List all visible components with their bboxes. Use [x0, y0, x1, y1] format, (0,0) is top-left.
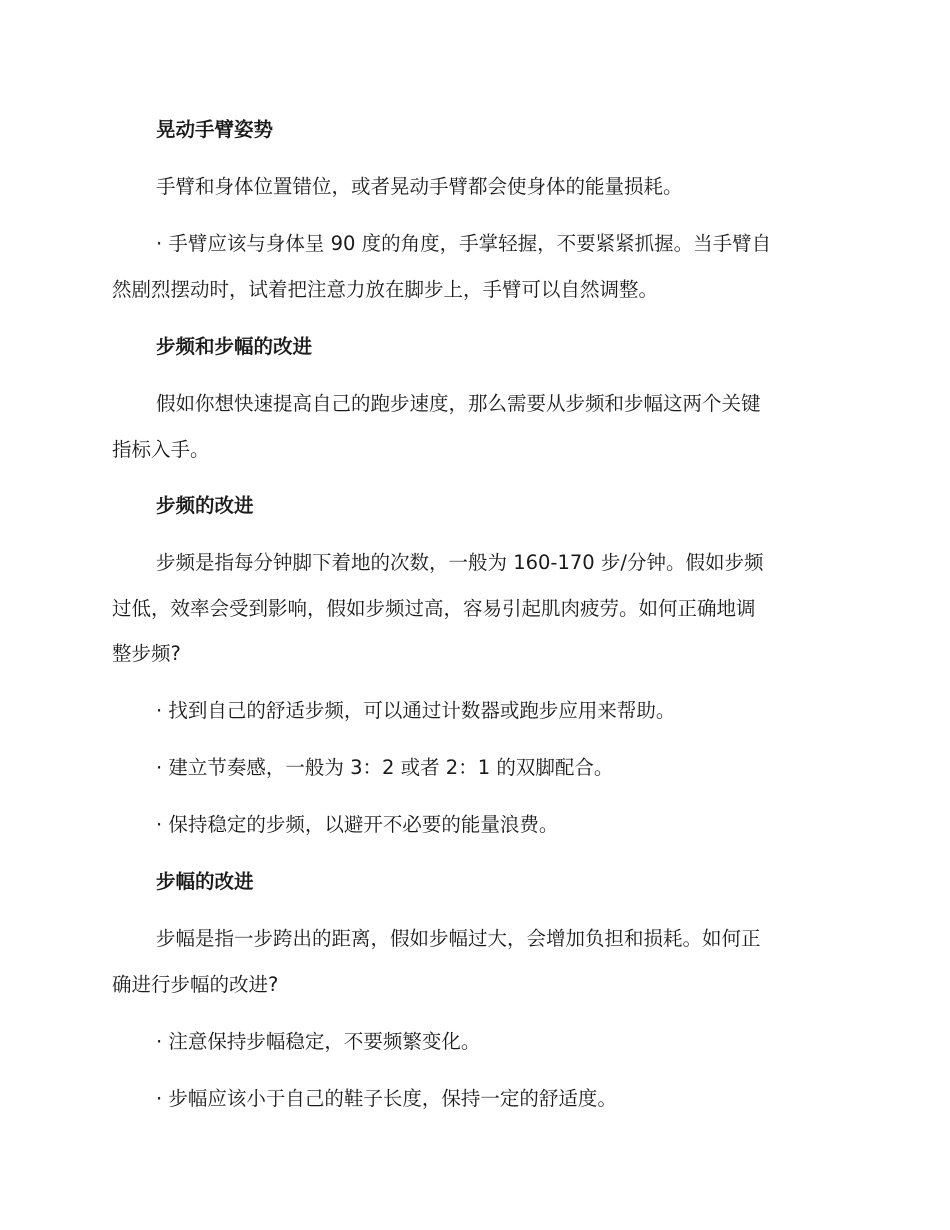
paragraph-stride-line-1: 步幅是指一步跨出的距离，假如步幅过大，会增加负担和损耗。如何正: [156, 927, 761, 950]
bullet-arm-line-1: · 手臂应该与身体呈 90 度的角度，手掌轻握，不要紧紧抓握。当手臂自: [156, 232, 772, 255]
paragraph-stride-line-2: 确进行步幅的改进?: [112, 973, 279, 996]
paragraph-cadence-line-2: 过低，效率会受到影响，假如步频过高，容易引起肌肉疲劳。如何正确地调: [112, 597, 756, 620]
paragraph-cadence-line-1: 步频是指每分钟脚下着地的次数，一般为 160-170 步/分钟。假如步频: [156, 551, 764, 574]
bullet-cadence-1: · 找到自己的舒适步频，可以通过计数器或跑步应用来帮助。: [156, 699, 676, 722]
bullet-cadence-2: · 建立节奏感，一般为 3：2 或者 2：1 的双脚配合。: [156, 756, 614, 779]
heading-arm-posture: 晃动手臂姿势: [156, 118, 274, 141]
paragraph-cadence-line-3: 整步频?: [112, 642, 181, 665]
bullet-cadence-3: · 保持稳定的步频，以避开不必要的能量浪费。: [156, 813, 559, 836]
heading-cadence: 步频的改进: [156, 494, 254, 517]
heading-stride: 步幅的改进: [156, 870, 254, 893]
bullet-stride-1: · 注意保持步幅稳定，不要频繁变化。: [156, 1030, 481, 1053]
bullet-stride-2: · 步幅应该小于自己的鞋子长度，保持一定的舒适度。: [156, 1087, 617, 1110]
paragraph-speed-line-2: 指标入手。: [112, 438, 210, 461]
paragraph-speed-line-1: 假如你想快速提高自己的跑步速度，那么需要从步频和步幅这两个关键: [156, 392, 761, 415]
bullet-arm-line-2: 然剧烈摆动时，试着把注意力放在脚步上，手臂可以自然调整。: [112, 278, 659, 301]
paragraph-arm: 手臂和身体位置错位，或者晃动手臂都会使身体的能量损耗。: [156, 175, 683, 198]
heading-cadence-and-stride: 步频和步幅的改进: [156, 335, 313, 358]
